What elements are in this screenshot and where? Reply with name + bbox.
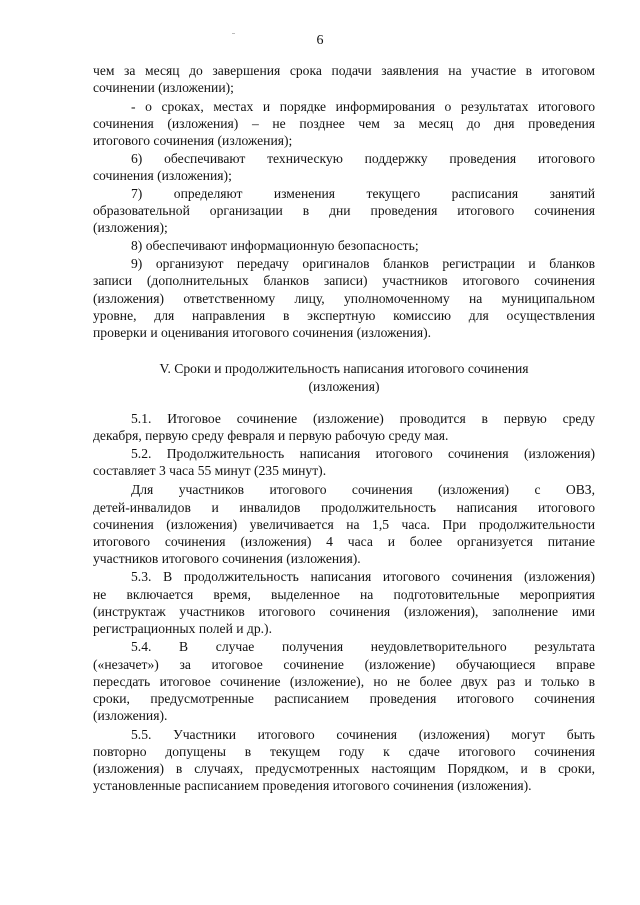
text-line: (инструктаж участников итогового сочинения (изложения), заполнение ими: [93, 604, 595, 619]
text-line: 5.5. Участники итогового сочинения (изложения) могут быть: [131, 727, 595, 742]
text-line: уровне, для направления в экспертную комиссию для осуществления: [93, 308, 595, 323]
text-line: образовательной организации в дни проведения итогового сочинения: [93, 203, 595, 218]
text-line: - о сроках, местах и порядке информирования о результатах итогового: [131, 99, 595, 114]
text-line: 7) определяют изменения текущего расписания занятий: [131, 186, 595, 201]
text-line: регистрационных полей и др.).: [93, 621, 272, 636]
text-line: пересдать итоговое сочинение (изложение), но не более двух раз и только в: [93, 674, 595, 689]
text-line: не включается время, выделенное на подготовительные мероприятия: [93, 587, 595, 602]
text-line: 5.1. Итоговое сочинение (изложение) проводится в первую среду: [131, 411, 595, 426]
text-line: сочинения (изложения) – не позднее чем за месяц до дня проведения: [93, 116, 595, 131]
page-number: 6: [316, 33, 324, 48]
text-line: 5.3. В продолжительность написания итогового сочинения (изложения): [131, 569, 595, 584]
section-heading: V. Сроки и продолжительность написания итогового сочинения: [159, 361, 529, 376]
text-line: составляет 3 часа 55 минут (235 минут).: [93, 463, 327, 478]
text-line: сроки, предусмотренные расписанием проведения итогового сочинения: [93, 691, 595, 706]
text-line: установленные расписанием проведения итогового сочинения (изложения).: [93, 778, 532, 793]
text-line: (изложения) в случаях, предусмотренных настоящим Порядком, и в сроки,: [93, 761, 595, 776]
text-line: 6) обеспечивают техническую поддержку проведения итогового: [131, 151, 595, 166]
text-line: 5.2. Продолжительность написания итогового сочинения (изложения): [131, 446, 595, 461]
text-line: повторно допущены в текущем году к сдаче итогового сочинения: [93, 744, 595, 759]
text-line: (изложения);: [93, 220, 168, 235]
text-line: участников итогового сочинения (изложения).: [93, 551, 361, 566]
text-line: 9) организуют передачу оригиналов бланков регистрации и бланков: [131, 256, 595, 271]
text-line: сочинения (изложения) увеличивается на 1,5 часа. При продолжительности: [93, 517, 595, 532]
text-line: Для участников итогового сочинения (изложения) с ОВЗ,: [131, 482, 595, 497]
text-line: итогового сочинения (изложения);: [93, 133, 293, 148]
text-line: итогового сочинения (изложения) 4 часа и более организуется питание: [93, 534, 595, 549]
text-line: чем за месяц до завершения срока подачи заявления на участие в итоговом: [93, 63, 595, 78]
text-line: декабря, первую среду февраля и первую рабочую среду мая.: [93, 428, 449, 443]
text-line: сочинения (изложения);: [93, 168, 232, 183]
section-heading: (изложения): [308, 379, 380, 394]
text-line: детей-инвалидов и инвалидов продолжительность написания итогового: [93, 500, 595, 515]
text-line: 5.4. В случае получения неудовлетворительного результата: [131, 639, 595, 654]
text-line: (изложения).: [93, 708, 168, 723]
text-line: 8) обеспечивают информационную безопасность;: [131, 238, 419, 253]
text-line: проверки и оценивания итогового сочинения (изложения).: [93, 325, 432, 340]
text-line: сочинении (изложении);: [93, 80, 234, 95]
text-line: записи (дополнительных бланков записи) участников итогового сочинения: [93, 273, 595, 288]
text-line: (изложения) ответственному лицу, уполномоченному на муниципальном: [93, 291, 595, 306]
text-line: («незачет») за итоговое сочинение (изложение) обучающиеся вправе: [93, 657, 595, 672]
